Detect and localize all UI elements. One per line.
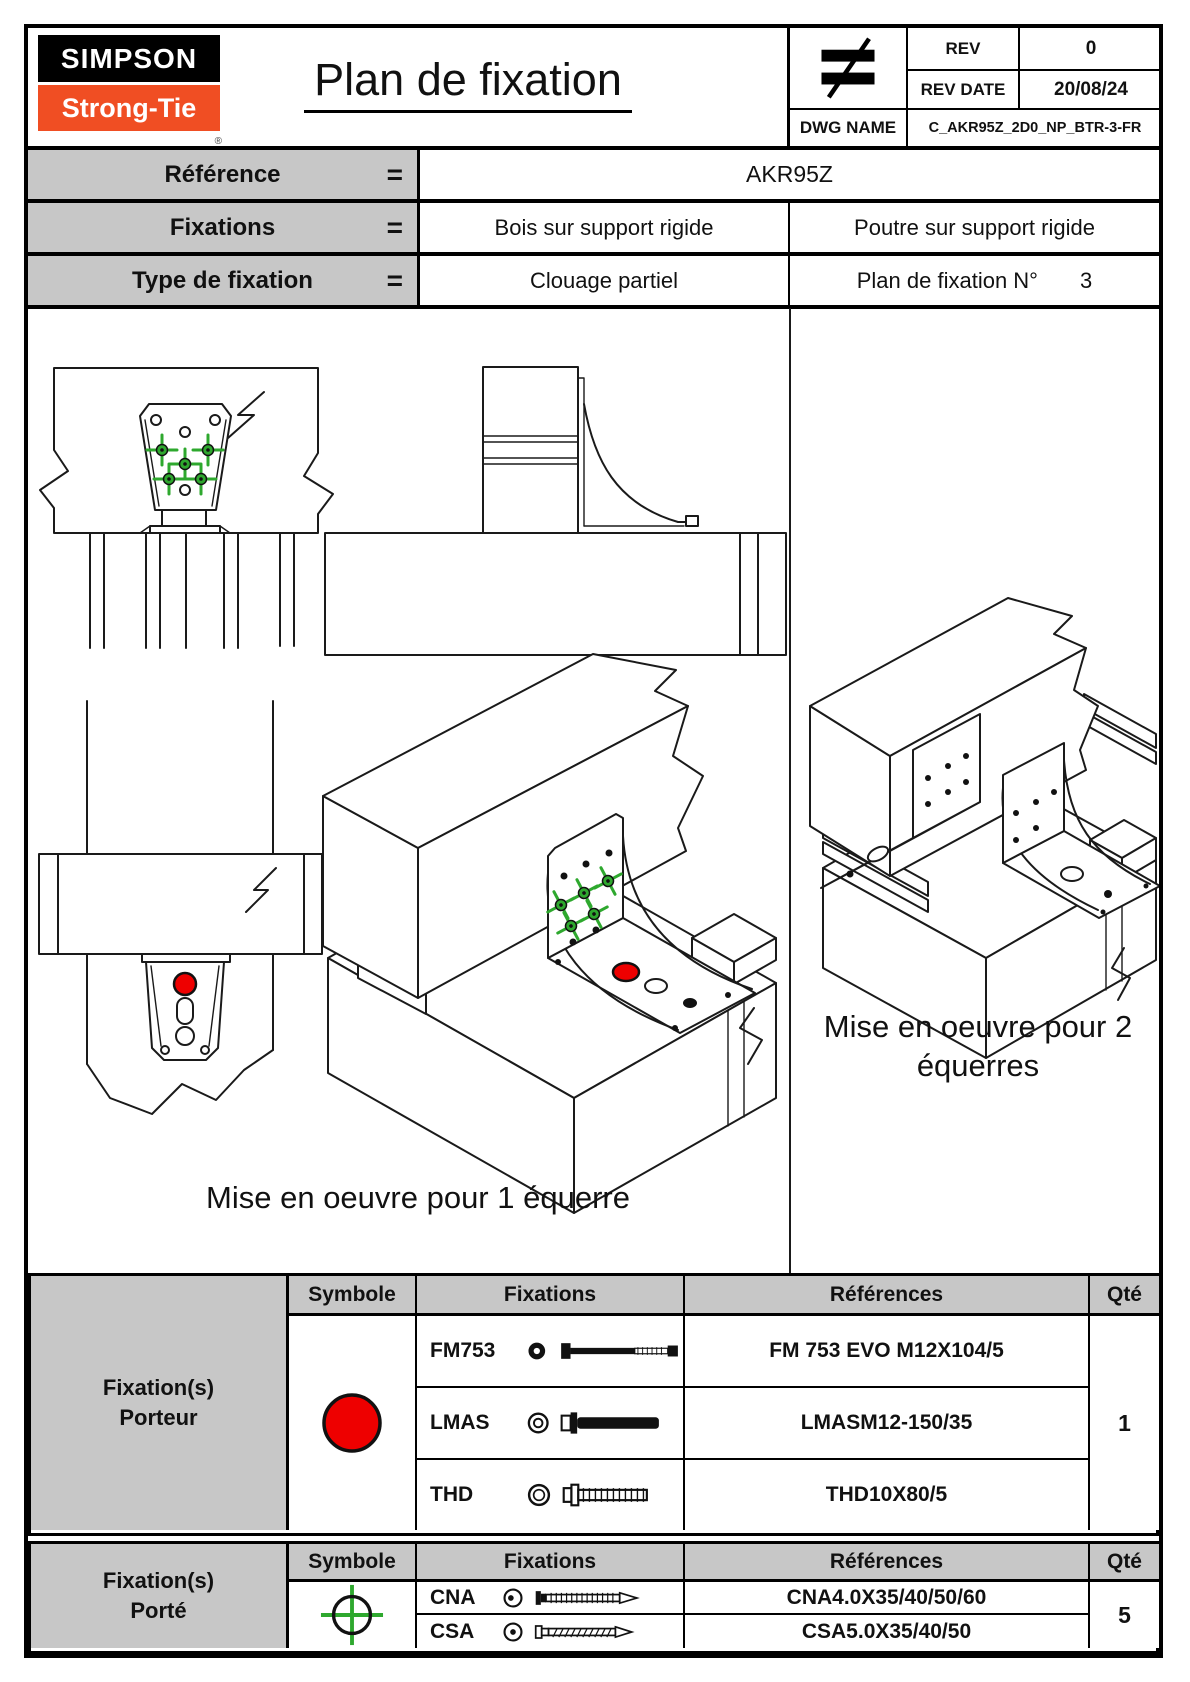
info-table [28,150,1159,309]
header-references: Références [685,1544,1090,1582]
first-angle-projection-icon [790,28,906,108]
dwg-name-label: DWG NAME [790,108,906,146]
title-block [28,28,1159,150]
reference-thd: THD10X80/5 [685,1460,1090,1530]
header-qte: Qté [1090,1276,1159,1316]
page-title: Plan de fixation [304,54,632,113]
technical-drawings [28,308,1159,1273]
header-fixations: Fixations [417,1276,685,1316]
expansion-bolt-icon [558,1337,683,1365]
fixations-label-cell [28,203,420,252]
screw-anchor-bolt-icon [560,1408,683,1438]
plan-number-cell [790,256,1159,305]
reference-cna: CNA4.0X35/40/50/60 [685,1582,1090,1615]
page-frame [24,24,1163,1658]
fixation-type-right: Poutre sur support rigide [854,214,1095,240]
reference-fm753: FM 753 EVO M12X104/5 [685,1316,1090,1388]
side-view-drawing [325,367,786,655]
group-label-porte [31,1544,289,1648]
type-label-cell [28,256,420,305]
fixation-code: LMAS [430,1411,490,1434]
header-fixations: Fixations [417,1544,685,1582]
wood-screw-icon [534,1619,654,1645]
info-row-type [28,256,1159,309]
rev-date-label: REV DATE [906,69,1018,108]
page-title-wrap [248,54,688,113]
equals-sign: = [386,158,403,190]
reference-csa: CSA5.0X35/40/50 [685,1615,1090,1648]
lmas-washer-icon [525,1409,551,1437]
qty-porte: 5 [1090,1582,1159,1648]
fixations-label: Fixations [169,213,276,241]
fixation-code: CNA [430,1585,476,1609]
reference-lmas: LMASM12-150/35 [685,1388,1090,1460]
group-label-line1: Fixation(s) [102,1375,215,1401]
caption-one-bracket: Mise en oeuvre pour 1 équerre [206,1180,630,1215]
group-label-line1: Fixation(s) [102,1568,215,1594]
reference-value: AKR95Z [746,161,833,187]
fixation-row-fm753 [417,1316,685,1388]
fixation-code: FM753 [430,1339,496,1362]
qty-porteur: 1 [1090,1316,1159,1530]
fixations-porteur-table [28,1273,1159,1536]
registered-mark: ® [214,136,222,147]
rev-value: 0 [1018,28,1162,69]
dwg-name-value: C_AKR95Z_2D0_NP_BTR-3-FR [906,108,1162,146]
red-circle-anchor-symbol-icon [289,1316,417,1530]
header-symbole: Symbole [289,1276,417,1316]
group-label-line2: Porteur [119,1405,198,1430]
logo-strongtie: Strong-Tie [38,85,220,131]
plan-view-drawing [39,701,322,1114]
fixation-row-thd [417,1460,685,1530]
drawing-area [28,308,1159,1273]
rev-label: REV [906,28,1018,69]
fixation-code: CSA [430,1619,475,1643]
header-qte: Qté [1090,1544,1159,1582]
caption-two-brackets: Mise en oeuvre pour 2 équerres [823,1009,1133,1083]
front-view-drawing [40,368,333,648]
fm753-head-icon [525,1338,549,1364]
ring-shank-nail-icon [534,1585,654,1611]
isometric-one-bracket-drawing [323,654,776,1213]
logo-simpson: SIMPSON [38,35,220,82]
rev-date-value: 20/08/24 [1018,69,1162,108]
fixation-type-left: Bois sur support rigide [420,203,790,252]
equals-sign: = [386,264,403,296]
fixation-row-lmas [417,1388,685,1460]
header-references: Références [685,1276,1090,1316]
isometric-two-brackets-drawing [810,598,1159,1058]
group-label-line2: Porté [130,1598,187,1623]
header-symbole: Symbole [289,1544,417,1582]
cna-head-icon [501,1586,525,1610]
equals-sign: = [386,211,403,243]
nailing-type-value: Clouage partiel [420,256,790,305]
info-row-fixations [28,203,1159,256]
simpson-strongtie-logo [38,35,222,147]
fixation-code: THD [430,1483,474,1506]
threaded-concrete-screw-icon [562,1480,682,1510]
group-label-porteur [31,1276,289,1530]
type-label: Type de fixation [132,266,313,294]
reference-label-cell [28,150,420,199]
csa-head-icon [501,1620,525,1644]
green-crosshair-nail-symbol-icon [289,1582,417,1648]
reference-label: Référence [164,160,281,188]
info-row-reference [28,150,1159,203]
revision-block [787,28,1159,146]
plan-number-value: 3 [1079,267,1093,293]
fixation-row-csa [417,1615,685,1648]
fixations-porte-table [28,1541,1159,1654]
thd-head-icon [525,1481,553,1509]
fixation-row-cna [417,1582,685,1615]
plan-number-label: Plan de fixation N° [856,267,1038,293]
